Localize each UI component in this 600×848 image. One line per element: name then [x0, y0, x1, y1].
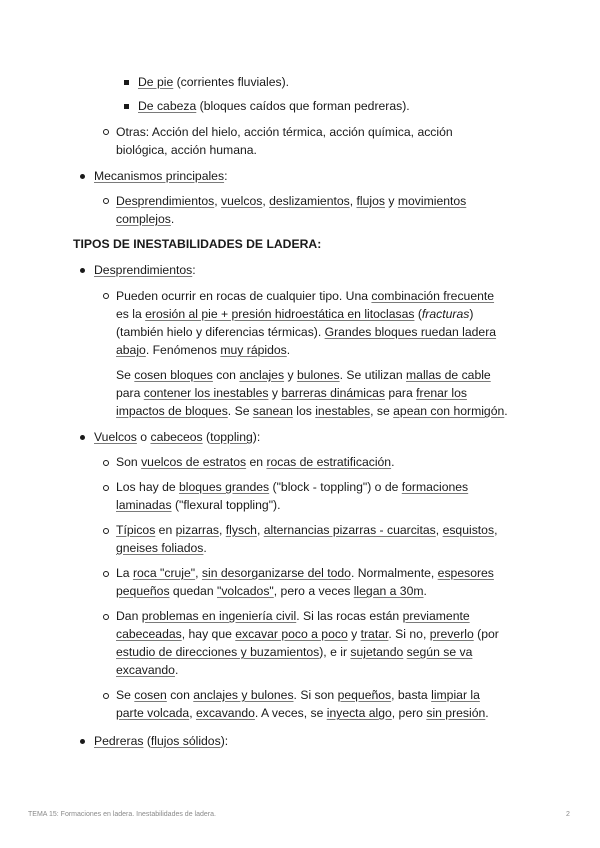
text-line: pequeños quedan "volcados", pero a veces llegan a 30m. — [116, 584, 427, 598]
text-line: Se cosen bloques con anclajes y bulones. Se utilizan mallas de cable — [116, 368, 491, 382]
list-item: Dan problemas en ingeniería civil. Si las rocas están previamente — [116, 609, 470, 623]
bullet-ring — [103, 198, 109, 204]
text-line: (también hielo y diferencias térmicas). Grandes bloques ruedan ladera — [116, 325, 497, 339]
page-number: 2 — [566, 811, 570, 818]
text-line: para contener los inestables y barreras dinámicas para frenar los — [116, 386, 467, 400]
list-item: De cabeza (bloques caídos que forman pedreras). — [138, 99, 410, 113]
list-item: Otras: Acción del hielo, acción térmica, acción química, acción — [116, 125, 453, 139]
list-item: Vuelcos o cabeceos (toppling): — [94, 430, 261, 444]
bullet-ring — [103, 129, 109, 135]
bullet-dot — [80, 174, 85, 179]
list-item: De pie (corrientes fluviales). — [138, 75, 290, 89]
section-heading: TIPOS DE INESTABILIDADES DE LADERA: — [73, 237, 322, 251]
bullet-dot — [80, 739, 85, 744]
text-line: impactos de bloques. Se sanean los inestables, se apean con hormigón. — [116, 404, 508, 418]
text-line: laminadas ("flexural toppling"). — [116, 498, 281, 512]
text-line: parte volcada, excavando. A veces, se inyecta algo, pero sin presión. — [116, 706, 489, 720]
list-item: Pedreras (flujos sólidos): — [94, 734, 229, 748]
bullet-dot — [80, 435, 85, 440]
bullet-ring — [103, 614, 109, 620]
text-line: complejos. — [116, 212, 175, 226]
bullet-ring — [103, 528, 109, 534]
bullet-square — [124, 80, 129, 85]
bullet-ring — [103, 293, 109, 299]
bullet-ring — [103, 460, 109, 466]
list-item: Desprendimientos, vuelcos, deslizamientos, flujos y movimientos — [116, 194, 467, 208]
bullet-ring — [103, 485, 109, 491]
bullet-ring — [103, 571, 109, 577]
text-line: excavando. — [116, 663, 179, 677]
text-line: abajo. Fenómenos muy rápidos. — [116, 343, 291, 357]
text-line: biológica, acción humana. — [116, 143, 257, 157]
bullet-dot — [80, 268, 85, 273]
list-item: Son vuelcos de estratos en rocas de estratificación. — [116, 455, 395, 469]
text-line: cabeceadas, hay que excavar poco a poco y tratar. Si no, preverlo (por — [116, 627, 499, 641]
list-item: Los hay de bloques grandes ("block - toppling") o de formaciones — [116, 480, 469, 494]
list-item: Típicos en pizarras, flysch, alternancias pizarras - cuarcitas, esquistos, — [116, 523, 498, 537]
list-item: Desprendimientos: — [94, 263, 196, 277]
bullet-square — [124, 104, 129, 109]
text-line: es la erosión al pie + presión hidroestática en litoclasas (fracturas) — [116, 307, 474, 321]
list-item: Pueden ocurrir en rocas de cualquier tipo. Una combinación frecuente — [116, 289, 495, 303]
list-item: Se cosen con anclajes y bulones. Si son pequeños, basta limpiar la — [116, 688, 480, 702]
text-line: gneises foliados. — [116, 541, 207, 555]
text-line: estudio de direcciones y buzamientos), e ir sujetando según se va — [116, 645, 473, 659]
list-item: La roca "cruje", sin desorganizarse del todo. Normalmente, espesores — [116, 566, 494, 580]
page-footer-title: TEMA 15: Formaciones en ladera. Inestabilidades de ladera. — [28, 811, 216, 818]
bullet-ring — [103, 693, 109, 699]
list-item: Mecanismos principales: — [94, 169, 228, 183]
